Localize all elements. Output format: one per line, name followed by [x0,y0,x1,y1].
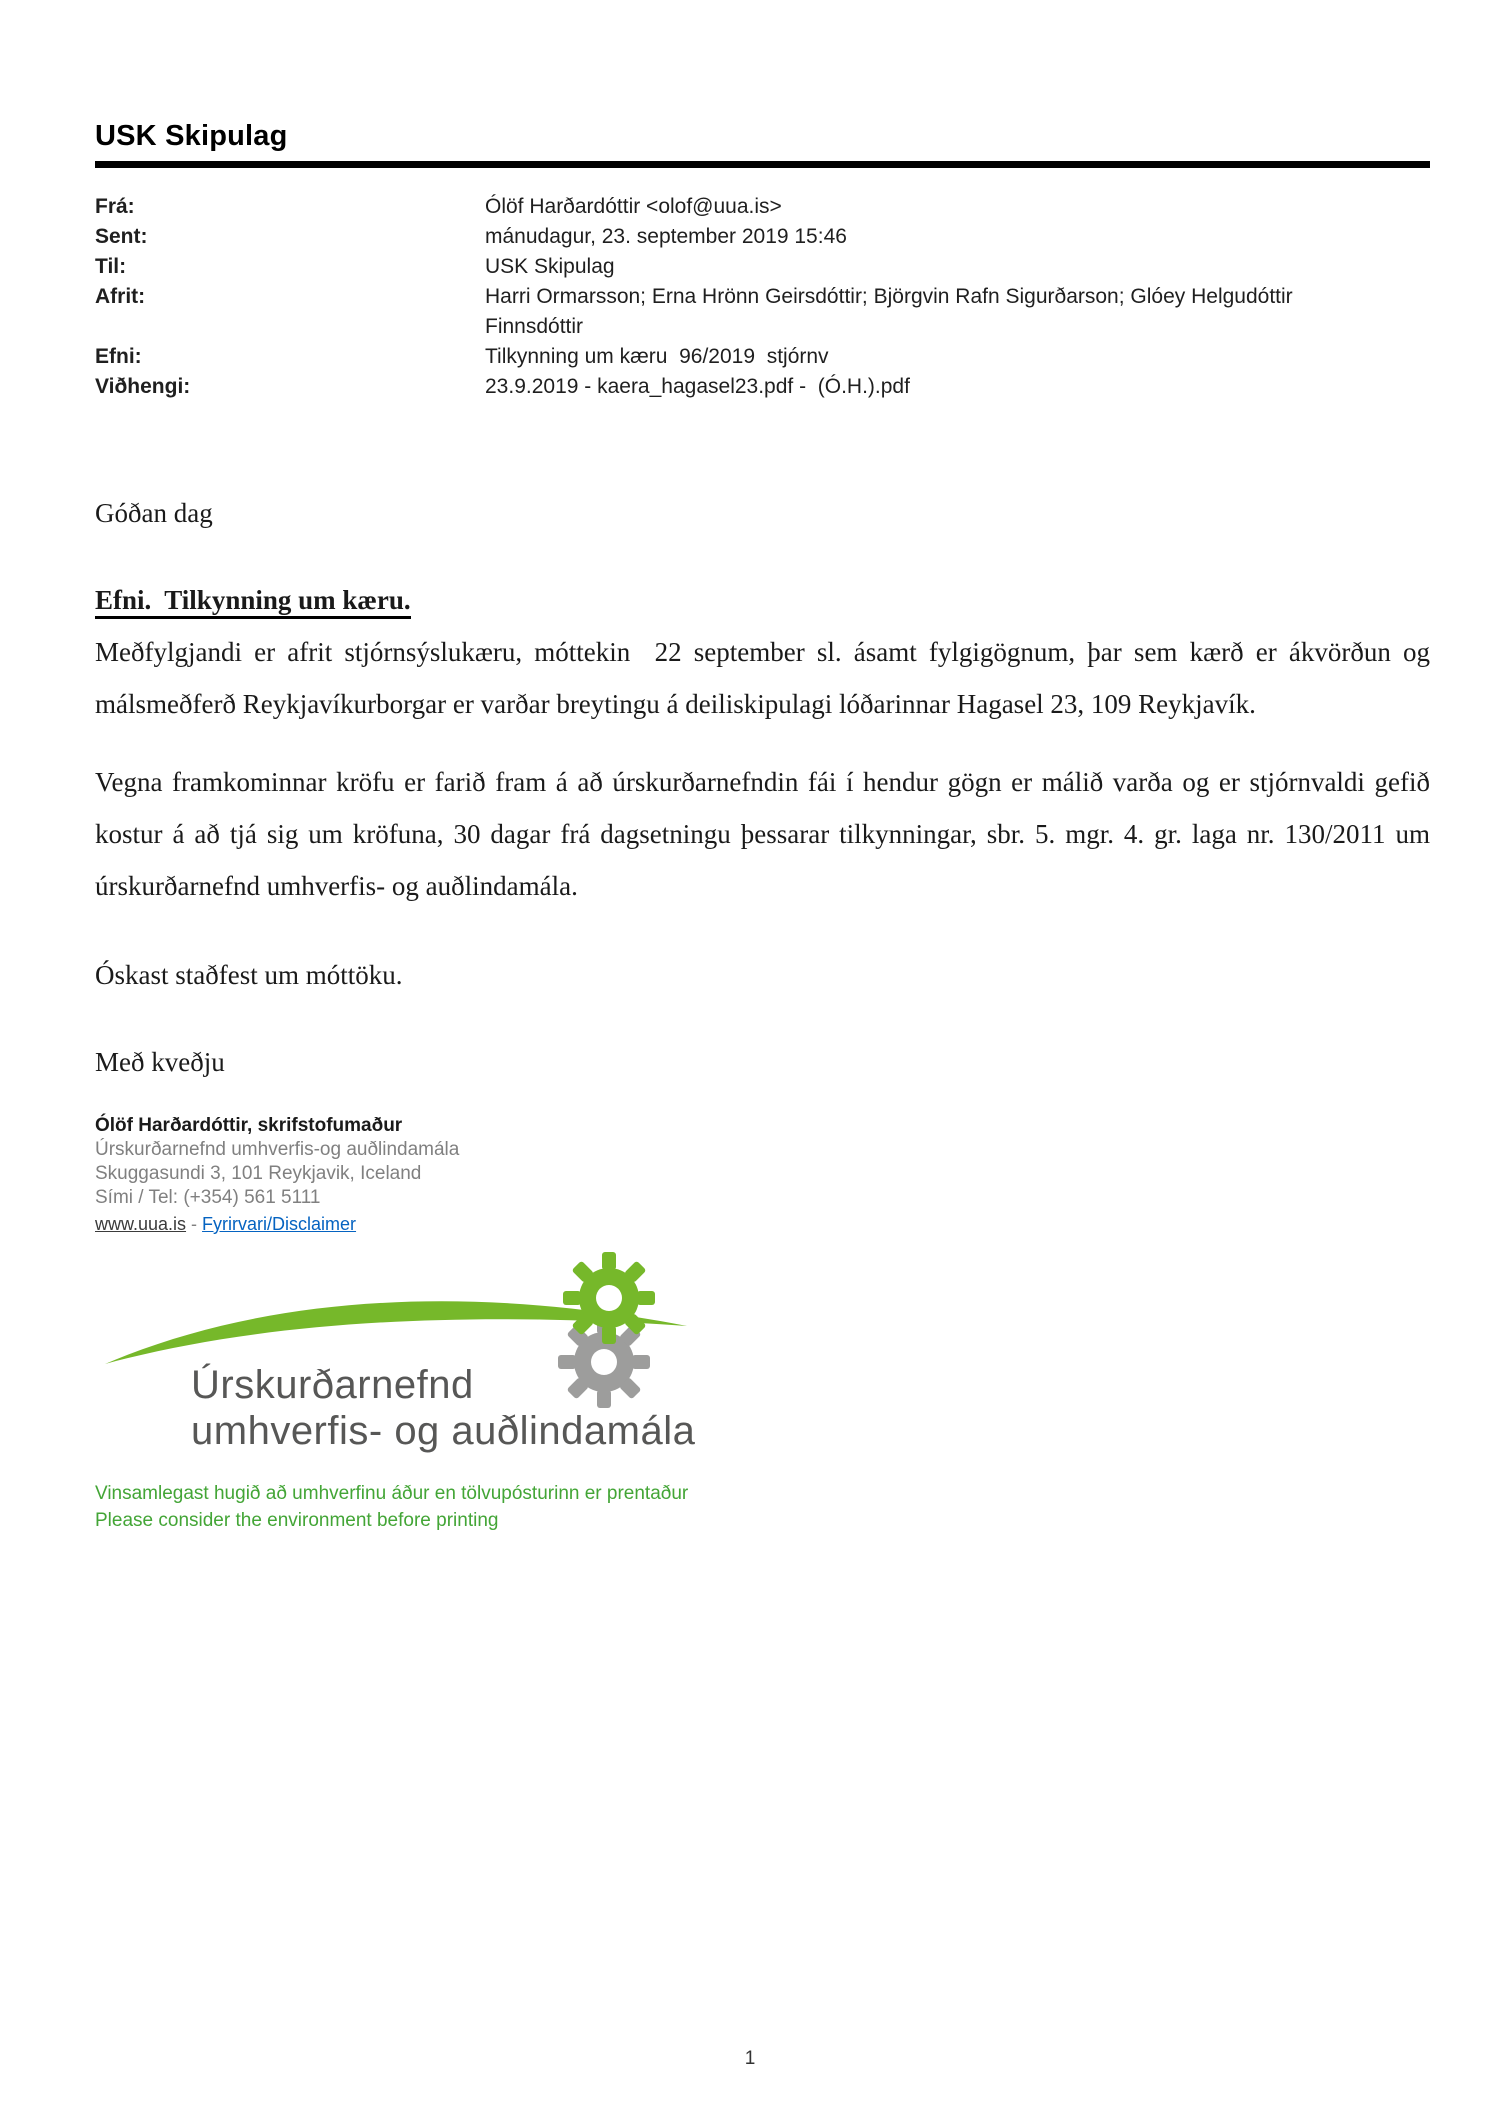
page-number: 1 [744,2048,756,2069]
disclaimer-link[interactable]: Fyrirvari/Disclaimer [202,1214,357,1234]
field-label-cc: Afrit: [95,285,146,308]
field-value-sent: mánudagur, 23. september 2019 15:46 [485,225,847,248]
field-label-sent: Sent: [95,225,148,248]
field-value-attachment: 23.9.2019 - kaera_hagasel23.pdf - (Ó.H.).pdf [485,375,910,398]
subject-heading [95,585,1430,616]
field-row-cc [95,282,1430,342]
signature-name: Ólöf Harðardóttir, skrifstofumaður [95,1115,403,1136]
closing-text: Með kveðju [95,1047,225,1077]
logo-text-line2: umhverfis- og auðlindamála [191,1409,696,1453]
signature-org: Úrskurðarnefnd umhverfis-og auðlindamála [95,1139,460,1160]
environment-notice [95,1480,1430,1534]
field-value-cc: Harri Ormarsson; Erna Hrönn Geirsdóttir; Björgvin Rafn Sigurðarson; Glóey Helgudóttir Finnsdóttir [485,285,1299,338]
environment-notice-english: Please consider the environment before printing [95,1510,499,1531]
field-label-attachment: Viðhengi: [95,375,191,398]
field-value-from: Ólöf Harðardóttir <olof@uua.is> [485,195,782,218]
email-header-fields [95,192,1430,402]
signature-address: Skuggasundi 3, 101 Reykjavik, Iceland [95,1163,422,1184]
field-row-to [95,252,1430,282]
signature-block [95,1114,1430,1236]
confirmation-request-text: Óskast staðfest um móttöku. [95,960,403,990]
signature-links [95,1212,1430,1236]
field-value-to: USK Skipulag [485,255,615,278]
greeting-text: Góðan dag [95,498,213,528]
page-title: USK Skipulag [95,120,288,152]
field-label-to: Til: [95,255,127,278]
signature-phone: Sími / Tel: (+354) 561 5111 [95,1187,321,1208]
body-paragraph-1: Meðfylgjandi er afrit stjórnsýslukæru, móttekin 22 september sl. ásamt fylgigögnum, þar sem kærð er ákvörðun og málsmeðferð Reykjavíkurborgar er varðar breytingu á deiliskipulagi lóðarinnar Hagasel 23, 109 Reykjavík. [95,637,1437,719]
organization-logo [99,1246,1430,1458]
field-label-from: Frá: [95,195,135,218]
website-link[interactable]: www.uua.is [95,1214,187,1234]
logo-graphic [99,1246,739,1458]
body-paragraph-2: Vegna framkominnar kröfu er farið fram á að úrskurðarnefndin fái í hendur gögn er málið varða og er stjórnvaldi gefið kostur á að tjá sig um kröfuna, 30 dagar frá dagsetningu þessarar tilkynningar, sbr. 5. mgr. 4. gr. laga nr. 130/2011 um úrskurðarnefnd umhverfis- og auðlindamála. [95,767,1437,901]
field-value-subject: Tilkynning um kæru 96/2019 stjórnv [485,345,829,368]
field-row-subject [95,342,1430,372]
field-label-subject: Efni: [95,345,142,368]
field-row-attachment [95,372,1430,402]
subject-heading-text: Efni. Tilkynning um kæru. [95,585,411,619]
field-row-from [95,192,1430,222]
header-divider [95,161,1430,168]
field-row-sent [95,222,1430,252]
logo-text-line1: Úrskurðarnefnd [191,1363,474,1407]
environment-notice-icelandic: Vinsamlegast hugið að umhverfinu áður en tölvupósturinn er prentaður [95,1483,689,1504]
link-separator: - [191,1214,198,1234]
